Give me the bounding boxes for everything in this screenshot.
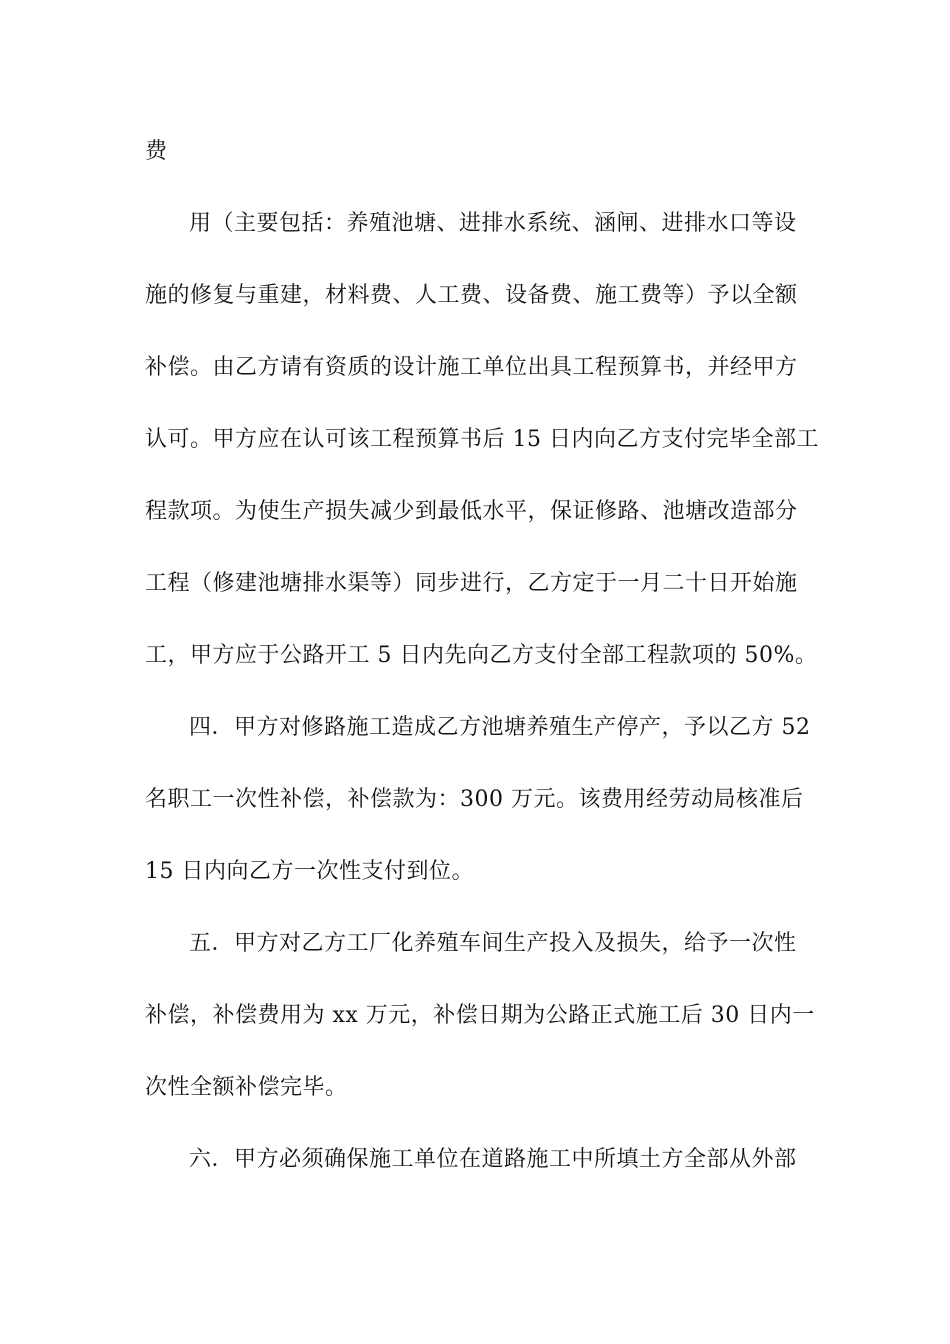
text-line: 名职工一次性补偿，补偿款为：300 万元。该费用经劳动局核准后	[145, 787, 804, 812]
text-line: 次性全额补偿完毕。	[145, 1075, 348, 1100]
text-line: 用（主要包括：养殖池塘、进排水系统、涵闸、进排水口等设	[189, 211, 797, 236]
text-line: 工，甲方应于公路开工 5 日内先向乙方支付全部工程款项的 50%。	[145, 643, 818, 668]
text-line: 补偿。由乙方请有资质的设计施工单位出具工程预算书，并经甲方	[145, 355, 798, 380]
text-line: 认可。甲方应在认可该工程预算书后 15 日内向乙方支付完毕全部工	[145, 427, 819, 452]
text-line: 五．甲方对乙方工厂化养殖车间生产投入及损失，给予一次性	[189, 931, 797, 956]
text-line: 程款项。为使生产损失减少到最低水平，保证修路、池塘改造部分	[145, 499, 798, 524]
text-line: 费	[145, 139, 168, 164]
text-line: 15 日内向乙方一次性支付到位。	[145, 859, 474, 884]
text-line: 六．甲方必须确保施工单位在道路施工中所填土方全部从外部	[189, 1147, 797, 1172]
text-line: 补偿，补偿费用为 xx 万元，补偿日期为公路正式施工后 30 日内一	[145, 1003, 815, 1028]
text-line: 施的修复与重建，材料费、人工费、设备费、施工费等）予以全额	[145, 283, 798, 308]
text-line: 工程（修建池塘排水渠等）同步进行，乙方定于一月二十日开始施	[145, 571, 798, 596]
text-line: 四．甲方对修路施工造成乙方池塘养殖生产停产，予以乙方 52	[189, 715, 811, 740]
